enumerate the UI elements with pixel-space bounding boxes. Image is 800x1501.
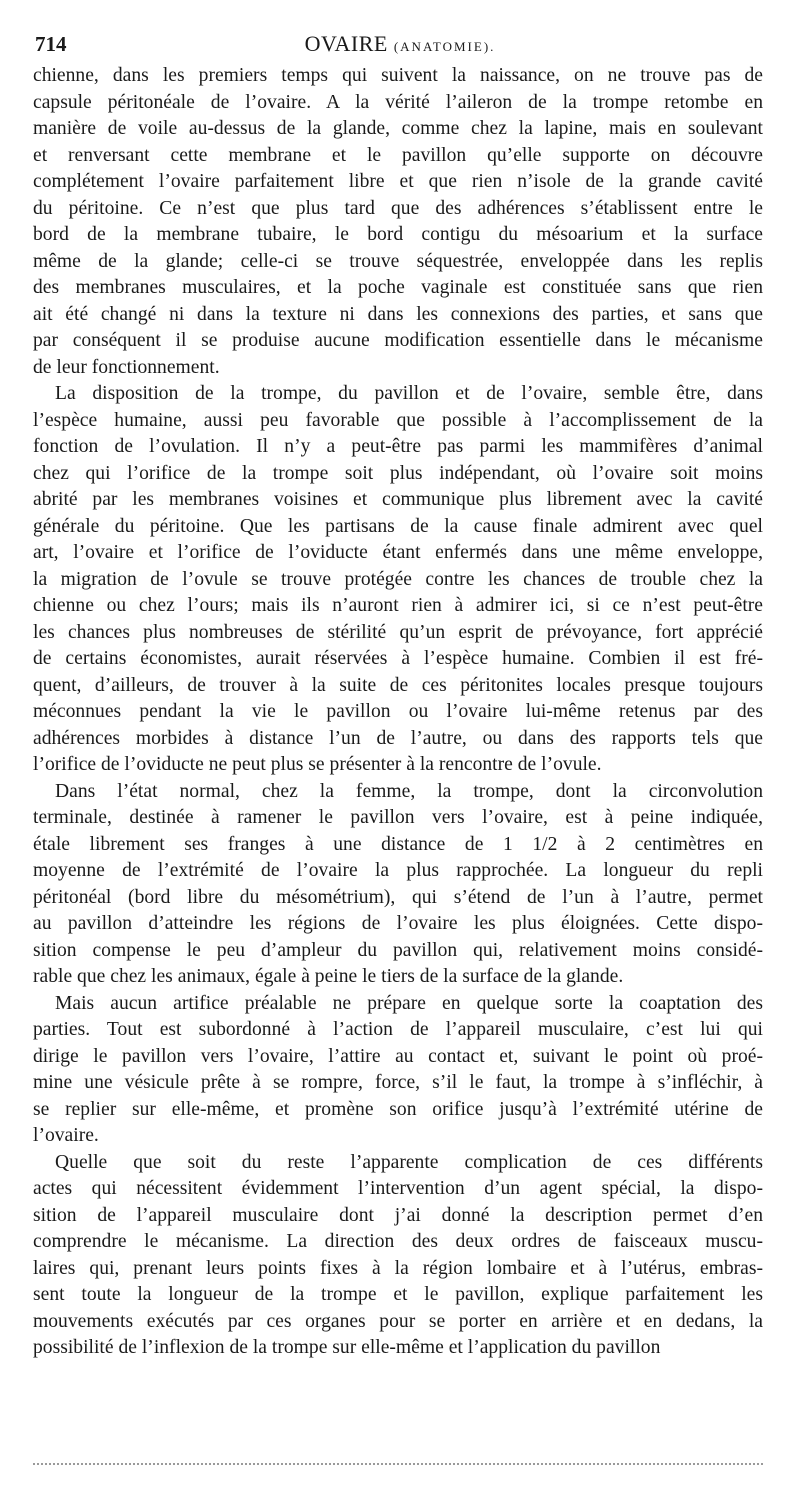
- running-header: [35, 30, 765, 58]
- text-line: manière de voile au-dessus de la glande, comme chez la lapine, mais en soulevant: [33, 118, 763, 139]
- text-line: chienne, dans les premiers temps qui suivent la naissance, on ne trouve pas de: [33, 65, 763, 86]
- text-line: capsule péritonéale de l’ovaire. A la vérité l’aileron de la trompe retombe en: [33, 91, 763, 113]
- paragraph: [33, 1150, 763, 1362]
- text-line: péritonéal (bord libre du mésométrium), qui s’étend de l’un à l’autre, permet: [33, 886, 763, 908]
- running-title: [35, 30, 765, 61]
- text-line: moyenne de l’extrémité de l’ovaire la plus rapprochée. La longueur du repli: [33, 860, 763, 881]
- text-line: se replier sur elle-même, et promène son orifice jusqu’à l’extrémité utérine de: [33, 1098, 763, 1120]
- text-line: complétement l’ovaire parfaitement libre et que rien n’isole de la grande cavité: [33, 171, 763, 192]
- text-line: chienne ou chez l’ours; mais ils n’auront rien à admirer ici, si ce n’est peut-être: [33, 595, 763, 616]
- text-line: des membranes musculaires, et la poche vaginale est constituée sans que rien: [33, 277, 763, 298]
- body-text: [33, 63, 763, 1362]
- text-line: adhérences morbides à distance l’un de l’autre, ou dans des rapports tels que: [33, 727, 763, 749]
- paragraph: [33, 381, 763, 779]
- text-line: sent toute la longueur de la trompe et le pavillon, explique parfaitement les: [33, 1284, 763, 1305]
- text-line: parties. Tout est subordonné à l’action de l’appareil musculaire, c’est lui qui: [33, 1019, 763, 1040]
- text-line: laires qui, prenant leurs points fixes à la région lombaire et à l’utérus, embras-: [33, 1257, 763, 1279]
- text-line: art, l’ovaire et l’orifice de l’oviducte étant enfermés dans une même enveloppe,: [33, 542, 763, 563]
- text-line: de leur fonctionnement.: [33, 356, 220, 378]
- text-line: actes qui nécessitent évidemment l’intervention d’un agent spécial, la dispo-: [33, 1178, 763, 1199]
- text-line: Quelle que soit du reste l’apparente complication de ces différents: [55, 1151, 763, 1173]
- text-line: Mais aucun artifice préalable ne prépare en quelque sorte la coaptation des: [55, 992, 763, 1014]
- text-line: quent, d’ailleurs, de trouver à la suite de ces péritonites locales presque toujours: [33, 674, 763, 696]
- text-line: Dans l’état normal, chez la femme, la trompe, dont la circonvolution: [55, 780, 763, 802]
- text-line: sition compense le peu d’ampleur du pavillon qui, relativement moins considé-: [33, 939, 763, 961]
- paragraph: [33, 991, 763, 1150]
- text-line: générale du péritoine. Que les partisans de la cause finale admirent avec quel: [33, 515, 763, 537]
- text-line: au pavillon d’atteindre les régions de l’ovaire les plus éloignées. Cette dispo-: [33, 913, 763, 934]
- text-line: terminale, destinée à ramener le pavillon vers l’ovaire, est à peine indiquée,: [33, 807, 763, 828]
- text-line: bord de la membrane tubaire, le bord contigu du mésoarium et la surface: [33, 224, 763, 245]
- text-line: fonction de l’ovulation. Il n’y a peut-être pas parmi les mammifères d’animal: [33, 436, 763, 457]
- text-line: dirige le pavillon vers l’ovaire, l’attire au contact et, suivant le point où proé-: [33, 1045, 763, 1067]
- text-line: sition de l’appareil musculaire dont j’ai donné la description permet d’en: [33, 1204, 763, 1226]
- text-line: même de la glande; celle-ci se trouve séquestrée, enveloppée dans les replis: [33, 250, 763, 272]
- text-line: l’ovaire.: [33, 1125, 99, 1146]
- text-line: l’orifice de l’oviducte ne peut plus se présenter à la rencontre de l’ovule.: [33, 754, 602, 775]
- footer-rule: [33, 1463, 763, 1467]
- running-title-sub: (ANATOMIE).: [393, 39, 496, 54]
- text-line: La disposition de la trompe, du pavillon et de l’ovaire, semble être, dans: [55, 383, 763, 404]
- paragraph: [33, 779, 763, 991]
- text-line: l’espèce humaine, aussi peu favorable que possible à l’accomplissement de la: [33, 409, 763, 431]
- text-line: étale librement ses franges à une distance de 1 1/2 à 2 centimètres en: [33, 833, 763, 855]
- text-line: chez qui l’orifice de la trompe soit plus indépendant, où l’ovaire soit moins: [33, 462, 763, 484]
- text-line: par conséquent il se produise aucune modification essentielle dans le mécanisme: [33, 330, 763, 351]
- paragraph: [33, 63, 763, 381]
- text-line: les chances plus nombreuses de stérilité qu’un esprit de prévoyance, fort apprécié: [33, 621, 763, 643]
- text-line: comprendre le mécanisme. La direction des deux ordres de faisceaux muscu-: [33, 1231, 763, 1252]
- text-line: de certains économistes, aurait réservées à l’espèce humaine. Combien il est fré-: [33, 648, 763, 669]
- text-line: et renversant cette membrane et le pavillon qu’elle supporte on découvre: [33, 144, 763, 166]
- text-line: ait été changé ni dans la texture ni dans les connexions des parties, et sans que: [33, 303, 763, 325]
- text-line: possibilité de l’inflexion de la trompe sur elle-même et l’application du pavillon: [33, 1337, 661, 1358]
- text-line: abrité par les membranes voisines et communique plus librement avec la cavité: [33, 489, 763, 510]
- text-line: méconnues pendant la vie le pavillon ou l’ovaire lui-même retenus par des: [33, 701, 763, 722]
- text-line: la migration de l’ovule se trouve protégée contre les chances de trouble chez la: [33, 568, 763, 590]
- text-line: mouvements exécutés par ces organes pour se porter en arrière et en dedans, la: [33, 1310, 763, 1332]
- text-line: du péritoine. Ce n’est que plus tard que des adhérences s’établissent entre le: [33, 197, 763, 219]
- page-number: 714: [35, 32, 67, 56]
- running-title-main: OVAIRE: [304, 31, 388, 56]
- text-line: rable que chez les animaux, égale à peine le tiers de la surface de la glande.: [33, 966, 624, 987]
- text-line: mine une vésicule prête à se rompre, force, s’il le faut, la trompe à s’infléchir, à: [33, 1072, 763, 1093]
